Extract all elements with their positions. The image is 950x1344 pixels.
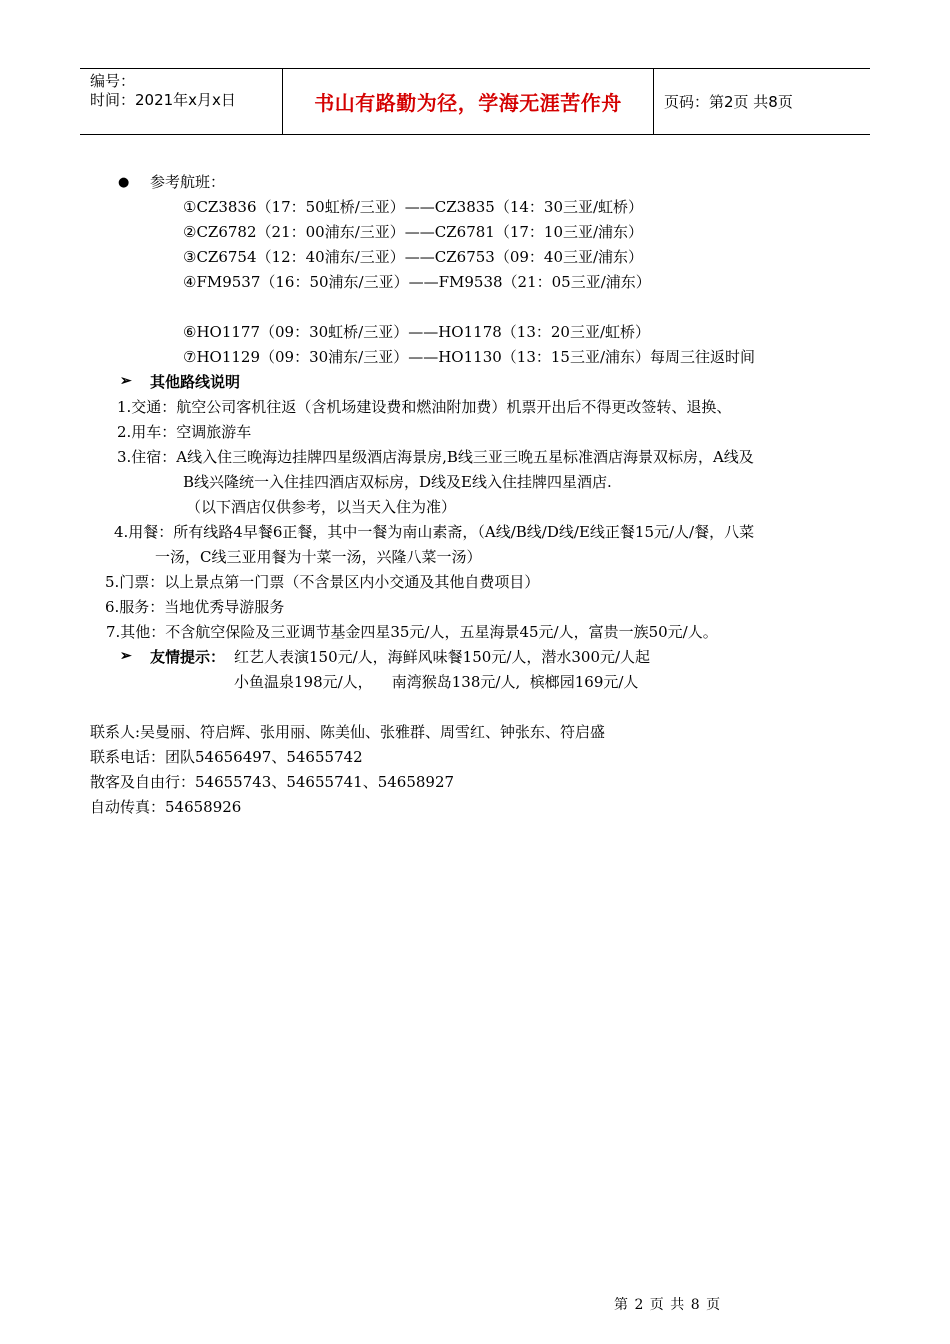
tips-line: 红艺人表演150元/人，海鲜风味餐150元/人，潜水300元/人起 [234, 648, 651, 666]
note-lodging: 3.住宿：A线入住三晚海边挂牌四星级酒店海景房,B线三亚三晚五星标准酒店海景双标房，A线及 [117, 448, 754, 466]
note-meals-cont: 一汤，C线三亚用餐为十菜一汤，兴隆八菜一汤） [155, 548, 482, 566]
note-service: 6.服务：当地优秀导游服务 [105, 598, 285, 616]
note-other: 7.其他：不含航空保险及三亚调节基金四星35元/人，五星海景45元/人，富贵一族50元/人。 [106, 623, 718, 641]
tips-line: 小鱼温泉198元/人， 南湾猴岛138元/人, 槟榔园169元/人 [234, 673, 639, 691]
contact-fax: 自动传真：54658926 [90, 798, 242, 816]
note-transport: 1.交通：航空公司客机往返（含机场建设费和燃油附加费）机票开出后不得更改签转、退换、 [117, 398, 732, 416]
notes-title: 其他路线说明 [150, 373, 241, 391]
tips-label: 友情提示： [150, 648, 226, 666]
note-lodging-remark: （以下酒店仅供参考，以当天入住为准） [186, 498, 457, 516]
flight-item: ⑥HO1177（09：30虹桥/三亚）——HO1178（13：20三亚/虹桥） [183, 323, 651, 341]
arrow-bullet-icon: ➢ [120, 648, 132, 664]
contact-people: 联系人:吴曼丽、符启辉、张用丽、陈美仙、张雅群、周雪红、钟张东、符启盛 [90, 723, 606, 741]
flight-item: ④FM9537（16：50浦东/三亚）——FM9538（21：05三亚/浦东） [183, 273, 651, 291]
number-label: 编号： [90, 72, 136, 90]
header-meta [80, 69, 282, 134]
motto: 书山有路勤为径，学海无涯苦作舟 [314, 91, 622, 115]
flight-item: ①CZ3836（17：50虹桥/三亚）——CZ3835（14：30三亚/虹桥） [183, 198, 644, 216]
header-page-cell [654, 69, 870, 134]
document-header [80, 68, 870, 135]
flight-item: ③CZ6754（12：40浦东/三亚）——CZ6753（09：40三亚/浦东） [183, 248, 644, 266]
page-label: 页码：第2页 共8页 [664, 93, 793, 111]
note-vehicle: 2.用车：空调旅游车 [117, 423, 252, 441]
bullet-icon: ● [118, 175, 130, 190]
contact-individual: 散客及自由行：54655743、54655741、54658927 [90, 773, 455, 791]
note-lodging-cont: B线兴隆统一入住挂四酒店双标房，D线及E线入住挂牌四星酒店. [183, 473, 612, 491]
page-footer: 第 2 页 共 8 页 [614, 1297, 722, 1313]
flights-title: 参考航班： [150, 173, 226, 191]
time-label: 时间：2021年x月x日 [90, 91, 236, 109]
note-tickets: 5.门票：以上景点第一门票（不含景区内小交通及其他自费项目） [105, 573, 540, 591]
header-motto-cell [282, 69, 654, 134]
flight-item: ⑦HO1129（09：30浦东/三亚）——HO1130（13：15三亚/浦东）每周三往返时间 [183, 348, 756, 366]
contact-phone: 联系电话：团队54656497、54655742 [90, 748, 363, 766]
arrow-bullet-icon: ➢ [120, 373, 132, 389]
note-meals: 4.用餐：所有线路4早餐6正餐，其中一餐为南山素斋，（A线/B线/D线/E线正餐15元/人/餐，八菜 [114, 523, 755, 541]
flight-item: ②CZ6782（21：00浦东/三亚）——CZ6781（17：10三亚/浦东） [183, 223, 644, 241]
